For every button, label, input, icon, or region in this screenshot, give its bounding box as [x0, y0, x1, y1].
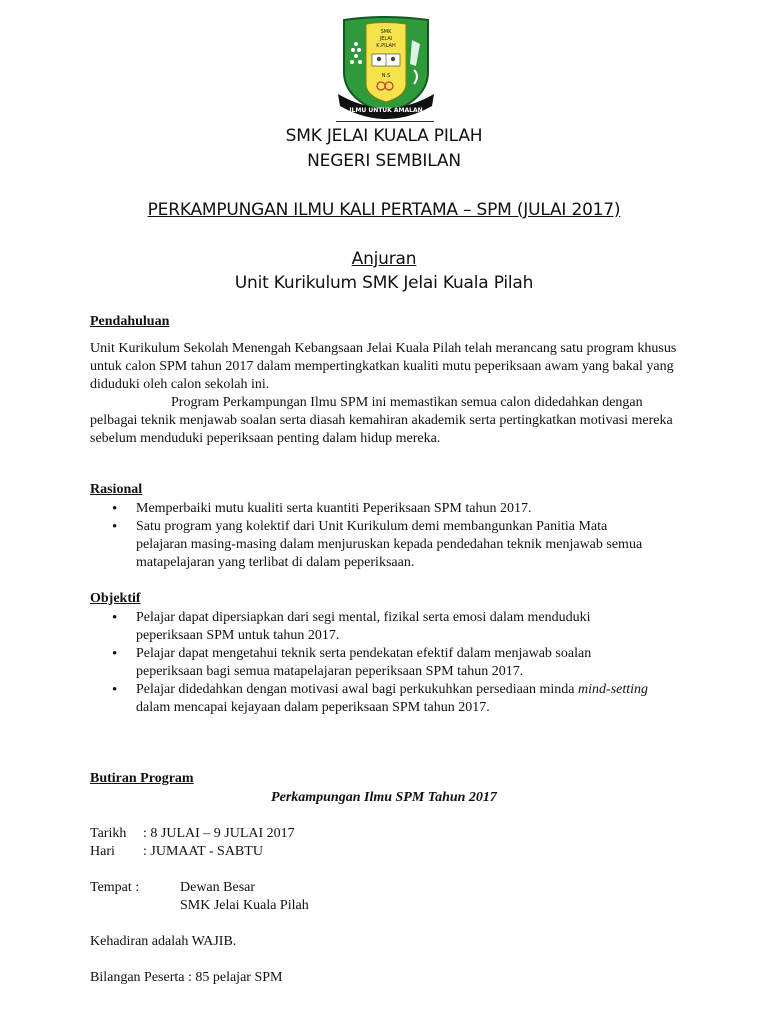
tarikh-value: : 8 JULAI – 9 JULAI 2017 — [143, 826, 295, 841]
rasional-list — [90, 500, 660, 572]
tempat-line-1: Dewan Besar — [180, 880, 256, 895]
crest-text-3: K.PILAH — [376, 43, 396, 49]
list-item: • Memperbaiki mutu kualiti serta kuantiti Peperiksaan SPM tahun 2017. — [90, 500, 660, 518]
list-item-text: dalam mencapai kejayaan dalam peperiksaan SPM tahun 2017. — [136, 700, 490, 715]
tempat-label: Tempat : — [90, 880, 140, 895]
bilangan-text: Bilangan Peserta : 85 pelajar SPM — [90, 970, 283, 985]
kehadiran-text: Kehadiran adalah WAJIB. — [90, 934, 237, 949]
rasional-heading: Rasional — [90, 482, 143, 497]
objektif-heading: Objektif — [90, 591, 141, 606]
program-title: PERKAMPUNGAN ILMU KALI PERTAMA – SPM (JULAI 2017) — [147, 200, 621, 220]
motto-text: ILMU UNTUK AMALAN — [349, 107, 423, 114]
logo-divider — [336, 121, 434, 122]
organizer-unit: Unit Kurikulum SMK Jelai Kuala Pilah — [234, 273, 534, 293]
organizer-heading: Anjuran — [351, 249, 417, 269]
list-item: • Pelajar dapat mengetahui teknik serta pendekatan efektif dalam menjawab soalan peperiksaan bagi semua matapelajaran peperiksaan SPM tahun 2017. — [90, 645, 660, 681]
crest-icon — [336, 14, 436, 122]
hari-value: : JUMAAT - SABTU — [143, 844, 263, 859]
state-name: NEGERI SEMBILAN — [307, 151, 461, 171]
pendahuluan-heading: Pendahuluan — [90, 314, 170, 329]
school-name: SMK JELAI KUALA PILAH — [285, 126, 483, 146]
crest-state-text: N.S — [381, 73, 391, 79]
hari-label: Hari — [90, 844, 115, 859]
mind-setting-term: mind-setting — [578, 682, 649, 697]
school-crest-logo — [336, 14, 436, 122]
pendahuluan-para-1: Unit Kurikulum Sekolah Menengah Kebangsaan Jelai Kuala Pilah telah merancang satu program khusus untuk calon SPM tahun 2017 dalam mempertingkatkan kualiti mutu peperiksaan awam yang bakal yang diduduki oleh calon sekolah ini. — [90, 341, 677, 392]
list-item: • Satu program yang kolektif dari Unit Kurikulum demi membangunkan Panitia Mata pelajaran masing-masing dalam menjuruskan kepada pendedahan teknik menjawab semua matapelajaran yang terlibat di dalam peperiksaan. — [90, 518, 660, 572]
list-item: • Pelajar dapat dipersiapkan dari segi mental, fizikal serta emosi dalam menduduki peperiksaan SPM untuk tahun 2017. — [90, 609, 660, 645]
pendahuluan-para-2: Program Perkampungan Ilmu SPM ini memastikan semua calon didedahkan dengan pelbagai teknik menjawab soalan serta diasah kemahiran akademik serta pertingkatkan motivasi mereka sebelum menduduki peperiksaan penting dalam hidup mereka. — [90, 395, 673, 446]
tarikh-label: Tarikh — [90, 826, 127, 841]
tempat-line-2: SMK Jelai Kuala Pilah — [180, 898, 309, 913]
objektif-list — [90, 609, 660, 717]
crest-text-2: JELAI — [379, 36, 393, 42]
list-item-text: Pelajar didedahkan dengan motivasi awal bagi perkukuhkan persediaan minda — [136, 682, 579, 697]
butiran-subtitle: Perkampungan Ilmu SPM Tahun 2017 — [271, 790, 497, 805]
butiran-heading: Butiran Program — [90, 771, 194, 786]
crest-text-1: SMK — [380, 29, 392, 35]
list-item — [90, 681, 660, 717]
